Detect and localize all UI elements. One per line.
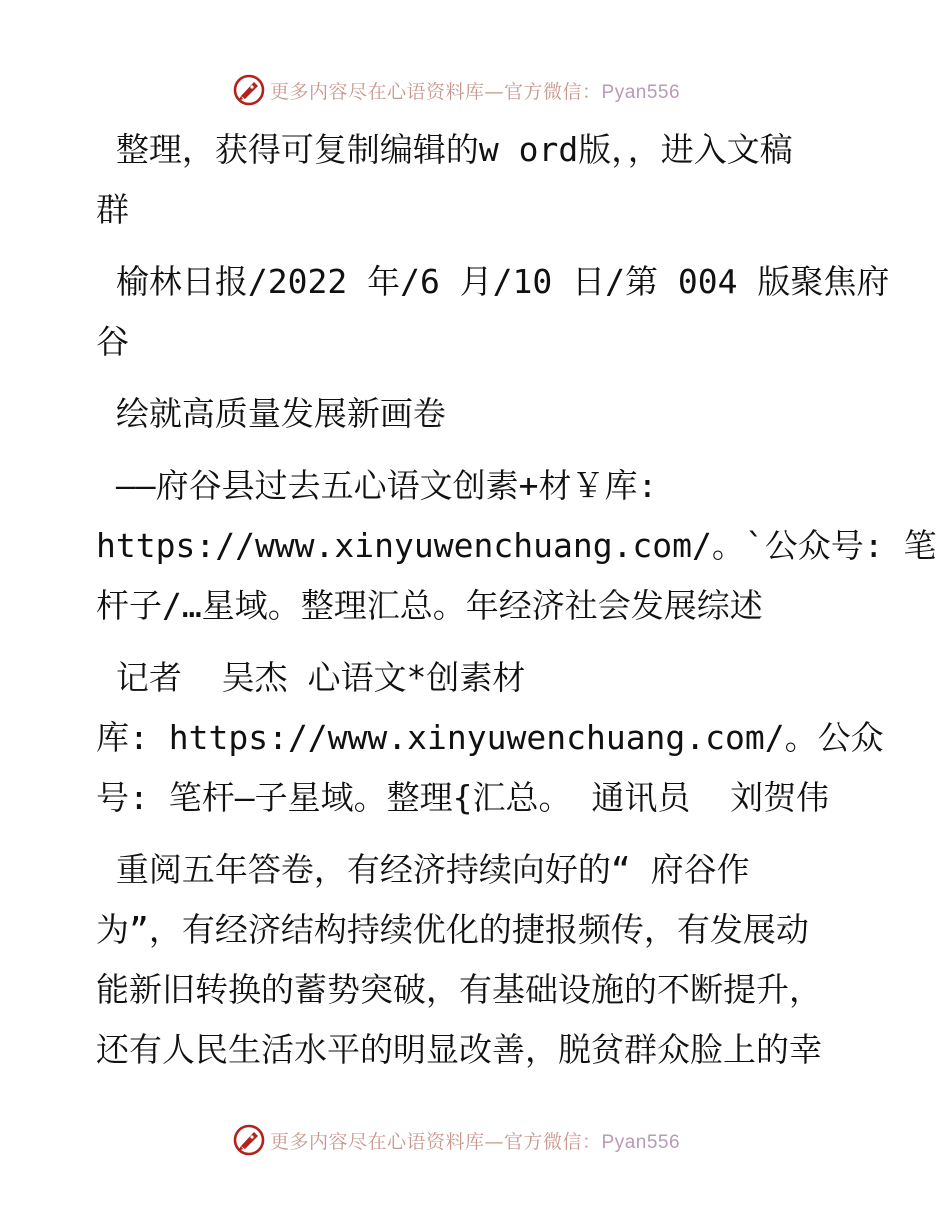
article-body-paragraph: 重阅五年答卷，有经济持续向好的“ 府谷作 为”，有经济结构持续优化的捷报频传，有发展动 能新旧转换的蓄势突破，有基础设施的不断提升， 还有人民生活水平的明显改善，脱贫群众脸上的幸 (96, 850, 822, 1069)
article-byline: 记者 吴杰 心语文*创素材 库: https://www.xinyuwenchuang.com/。公众 号: 笔杆—子星域。整理{汇总。 通讯员 刘贺伟 (96, 658, 884, 817)
paragraph-publication-info: 榆林日报/2022 年/6 月/10 日/第 004 版聚焦府 谷 (96, 262, 890, 361)
article-subheadline: ——府谷县过去五心语文创素+材￥库: https://www.xinyuwenchuang.com/。`公众号: 笔 杆子/…星域。整理汇总。年经济社会发展综述 (96, 466, 937, 625)
watermark-footer (232, 1120, 732, 1160)
article-headline: 绘就高质量发展新画卷 (96, 394, 446, 433)
watermark-text: 更多内容尽在心语资料库—官方微信：Pyan556 (270, 80, 681, 103)
pen-nib-circle-icon (232, 1123, 266, 1157)
document-body (96, 120, 937, 1080)
paragraph-source-note: 整理，获得可复制编辑的w ord版，，进入文稿 群 (96, 130, 793, 229)
watermark-header (232, 70, 732, 110)
watermark-text: 更多内容尽在心语资料库—官方微信：Pyan556 (270, 1130, 681, 1153)
pen-nib-circle-icon (232, 73, 266, 107)
